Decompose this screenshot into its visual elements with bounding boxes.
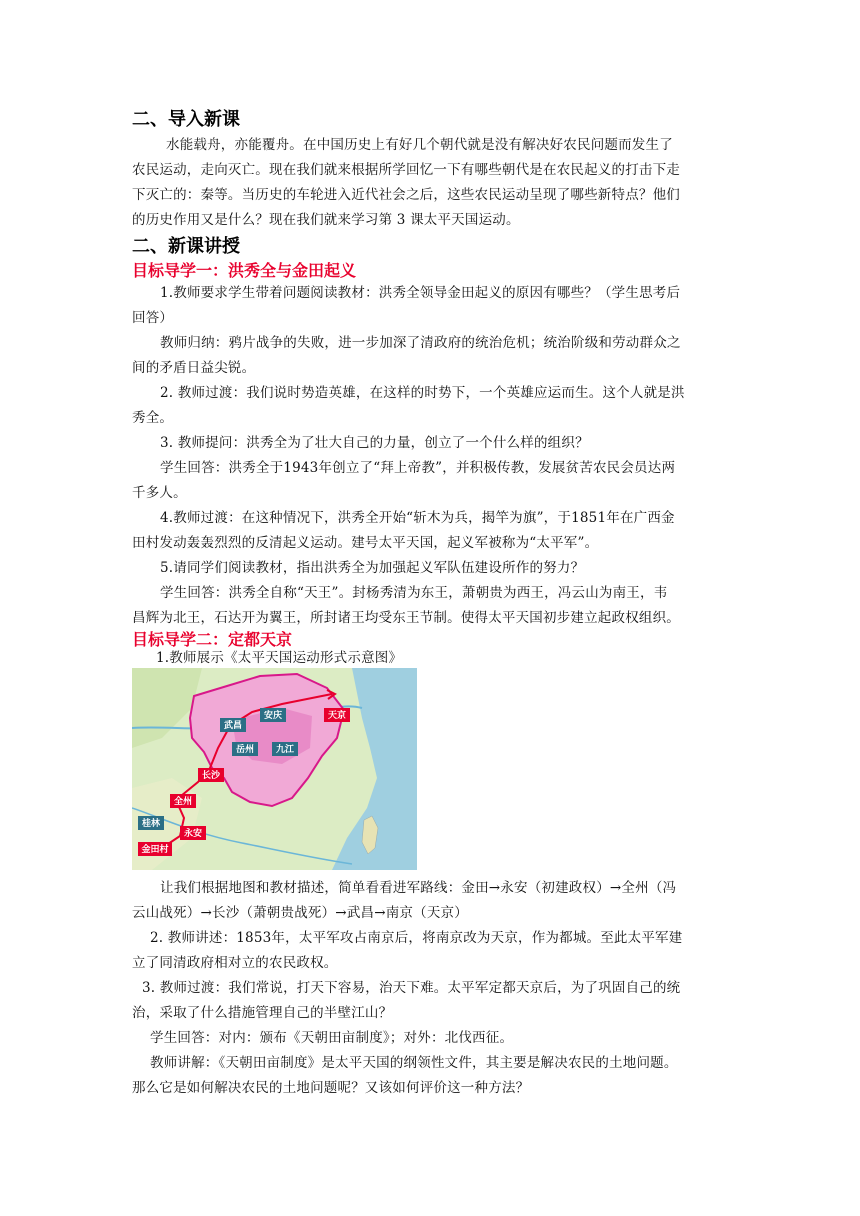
paragraph-line: 的历史作用又是什么？现在我们就来学习第 3 课太平天国运动。: [132, 212, 520, 228]
paragraph-line: 那么它是如何解决农民的土地问题呢？又该如何评价这一种方法？: [132, 1080, 530, 1096]
map-label-guilin: 桂林: [141, 819, 161, 829]
paragraph-line: 秀全。: [132, 410, 174, 426]
paragraph-line: 1.教师要求学生带着问题阅读教材：洪秀全领导金田起义的原因有哪些？（学生思考后: [160, 285, 681, 301]
taiping-movement-map: [132, 668, 417, 870]
paragraph-line: 学生回答：洪秀全于1943年创立了“拜上帝教”，并积极传教，发展贫苦农民会员达两: [160, 460, 676, 476]
goal-heading-1: 目标导学一：洪秀全与金田起义: [132, 261, 357, 280]
map-caption: 1.教师展示《太平天国运动形式示意图》: [156, 650, 403, 666]
paragraph-line: 5.请同学们阅读教材，指出洪秀全为加强起义军队伍建设所作的努力？: [160, 560, 585, 576]
paragraph-line: 水能载舟，亦能覆舟。在中国历史上有好几个朝代就是没有解决好农民问题而发生了: [166, 137, 673, 153]
paragraph-line: 4.教师过渡：在这种情况下，洪秀全开始“斩木为兵，揭竿为旗”，于1851年在广西金: [160, 510, 675, 526]
map-label-jintian: 金田村: [141, 845, 169, 855]
paragraph-line: 让我们根据地图和教材描述，简单看看进军路线：金田→永安（初建政权）→全州（冯: [160, 880, 677, 896]
paragraph-line: 昌辉为北王，石达开为翼王，所封诸王均受东王节制。使得太平天国初步建立起政权组织。: [132, 610, 680, 626]
paragraph-line: 3. 教师过渡：我们常说，打天下容易，治天下难。太平军定都天京后，为了巩固自己的统: [142, 980, 681, 996]
map-label-changsha: 长沙: [201, 771, 221, 781]
map-illustration: [132, 668, 417, 870]
paragraph-line: 千多人。: [132, 485, 187, 501]
paragraph-line: 农民运动，走向灭亡。现在我们就来根据所学回忆一下有哪些朝代是在农民起义的打击下走: [132, 162, 680, 178]
map-label-tianjing: 天京: [327, 711, 347, 721]
paragraph-line: 云山战死）→长沙（萧朝贵战死）→武昌→南京（天京）: [132, 905, 468, 921]
paragraph-line: 田村发动轰轰烈烈的反清起义运动。建号太平天国，起义军被称为“太平军”。: [132, 535, 599, 551]
map-label-yuezhou: 岳州: [235, 745, 255, 755]
map-label-yongan: 永安: [183, 829, 203, 839]
map-label-quanzhou: 全州: [173, 797, 193, 807]
paragraph-line: 间的矛盾日益尖锐。: [132, 360, 256, 376]
paragraph-line: 回答）: [132, 310, 174, 326]
map-label-jiujiang: 九江: [275, 745, 295, 755]
section-heading-intro: 二、导入新课: [132, 109, 240, 130]
goal-heading-2: 目标导学二：定都天京: [132, 630, 293, 649]
map-label-wuchang: 武昌: [223, 721, 243, 731]
paragraph-line: 教师归纳：鸦片战争的失败，进一步加深了清政府的统治危机；统治阶级和劳动群众之: [160, 335, 681, 351]
paragraph-line: 治，采取了什么措施管理自己的半壁江山？: [132, 1005, 393, 1021]
paragraph-line: 3. 教师提问：洪秀全为了壮大自己的力量，创立了一个什么样的组织？: [160, 435, 589, 451]
map-label-anqing: 安庆: [263, 711, 283, 721]
paragraph-line: 2. 教师讲述：1853年，太平军攻占南京后，将南京改为天京，作为都城。至此太平军建: [150, 930, 683, 946]
paragraph-line: 教师讲解：《天朝田亩制度》是太平天国的纲领性文件，其主要是解决农民的土地问题。: [150, 1055, 678, 1071]
section-heading-lecture: 二、新课讲授: [132, 236, 240, 257]
paragraph-line: 学生回答：洪秀全自称“天王”。封杨秀清为东王，萧朝贵为西王，冯云山为南王，韦: [160, 585, 668, 601]
paragraph-line: 学生回答：对内：颁布《天朝田亩制度》；对外：北伐西征。: [150, 1030, 514, 1046]
paragraph-line: 下灭亡的：秦等。当历史的车轮进入近代社会之后，这些农民运动呈现了哪些新特点？他们: [132, 187, 680, 203]
paragraph-line: 2. 教师过渡：我们说时势造英雄，在这样的时势下，一个英雄应运而生。这个人就是洪: [160, 385, 685, 401]
paragraph-line: 立了同清政府相对立的农民政权。: [132, 955, 338, 971]
